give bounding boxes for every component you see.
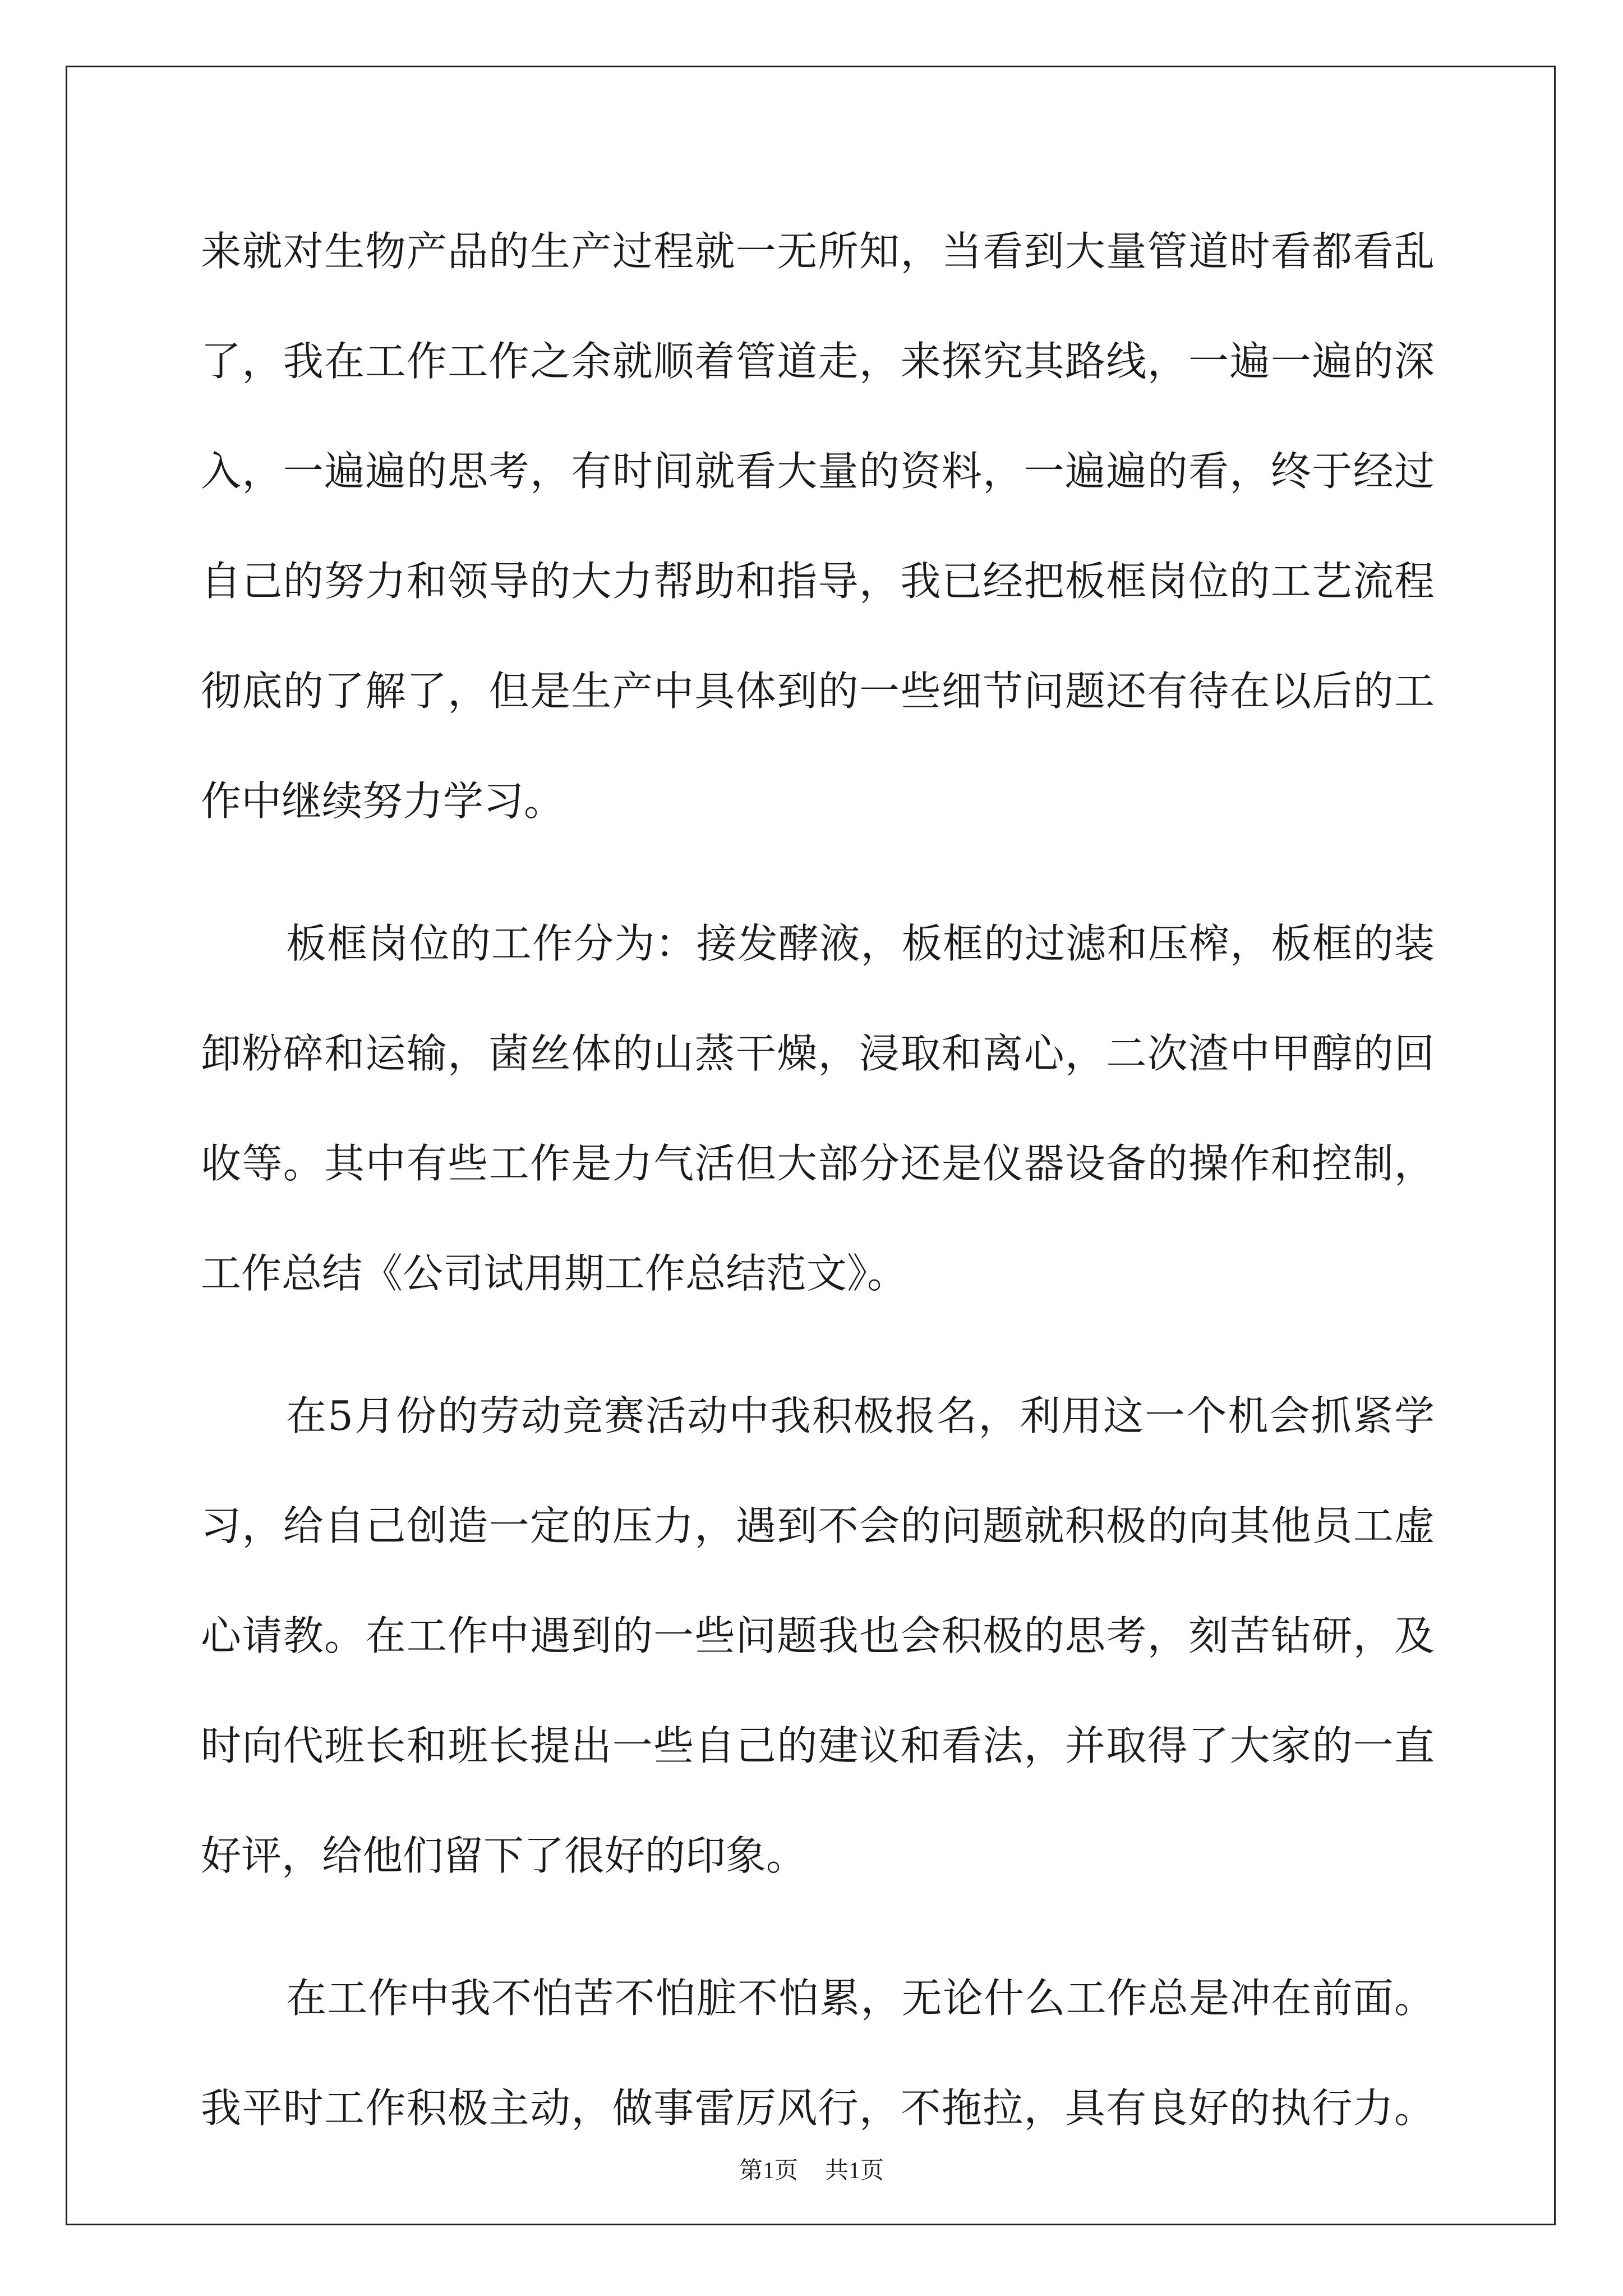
text-line: 心请教。在工作中遇到的一些问题我也会积极的思考，刻苦钻研，及: [201, 1612, 1435, 1659]
text-line: 我平时工作积极主动，做事雷厉风行，不拖拉，具有良好的执行力。: [201, 2085, 1435, 2132]
paragraph: [201, 1943, 1435, 2163]
text-line: 卸粉碎和运输，菌丝体的山蒸干燥，浸取和离心，二次渣中甲醇的回: [201, 1030, 1435, 1077]
text-line: 了，我在工作工作之余就顺着管道走，来探究其路线，一遍一遍的深: [201, 338, 1435, 385]
text-line: 时向代班长和班长提出一些自己的建议和看法，并取得了大家的一直: [201, 1722, 1435, 1769]
page-footer: [0, 2157, 1623, 2185]
text-line: 板框岗位的工作分为：接发酵液，板框的过滤和压榨，板框的装: [286, 920, 1435, 967]
page-total: 共1页: [825, 2158, 884, 2184]
document-body: [201, 196, 1435, 2163]
text-line: 在5月份的劳动竞赛活动中我积极报名，利用这一个机会抓紧学: [286, 1392, 1435, 1439]
text-line: 入，一遍遍的思考，有时间就看大量的资料，一遍遍的看，终于经过: [201, 448, 1435, 495]
text-line: 作中继续努力学习。: [201, 777, 565, 825]
paragraph: [201, 196, 1435, 856]
page-number: 第1页: [739, 2158, 798, 2184]
paragraph: [201, 889, 1435, 1328]
text-line: 来就对生物产品的生产过程就一无所知，当看到大量管道时看都看乱: [201, 228, 1435, 275]
text-line: 彻底的了解了，但是生产中具体到的一些细节问题还有待在以后的工: [201, 668, 1435, 715]
text-line: 工作总结《公司试用期工作总结范文》。: [201, 1250, 908, 1297]
text-line: 习，给自己创造一定的压力，遇到不会的问题就积极的向其他员工虚: [201, 1502, 1435, 1549]
paragraph: [201, 1361, 1435, 1911]
text-line: 在工作中我不怕苦不怕脏不怕累，无论什么工作总是冲在前面。: [286, 1975, 1435, 2022]
text-line: 收等。其中有些工作是力气活但大部分还是仪器设备的操作和控制，: [201, 1140, 1435, 1187]
text-line: 好评，给他们留下了很好的印象。: [201, 1832, 807, 1879]
text-line: 自己的努力和领导的大力帮助和指导，我已经把板框岗位的工艺流程: [201, 558, 1435, 605]
